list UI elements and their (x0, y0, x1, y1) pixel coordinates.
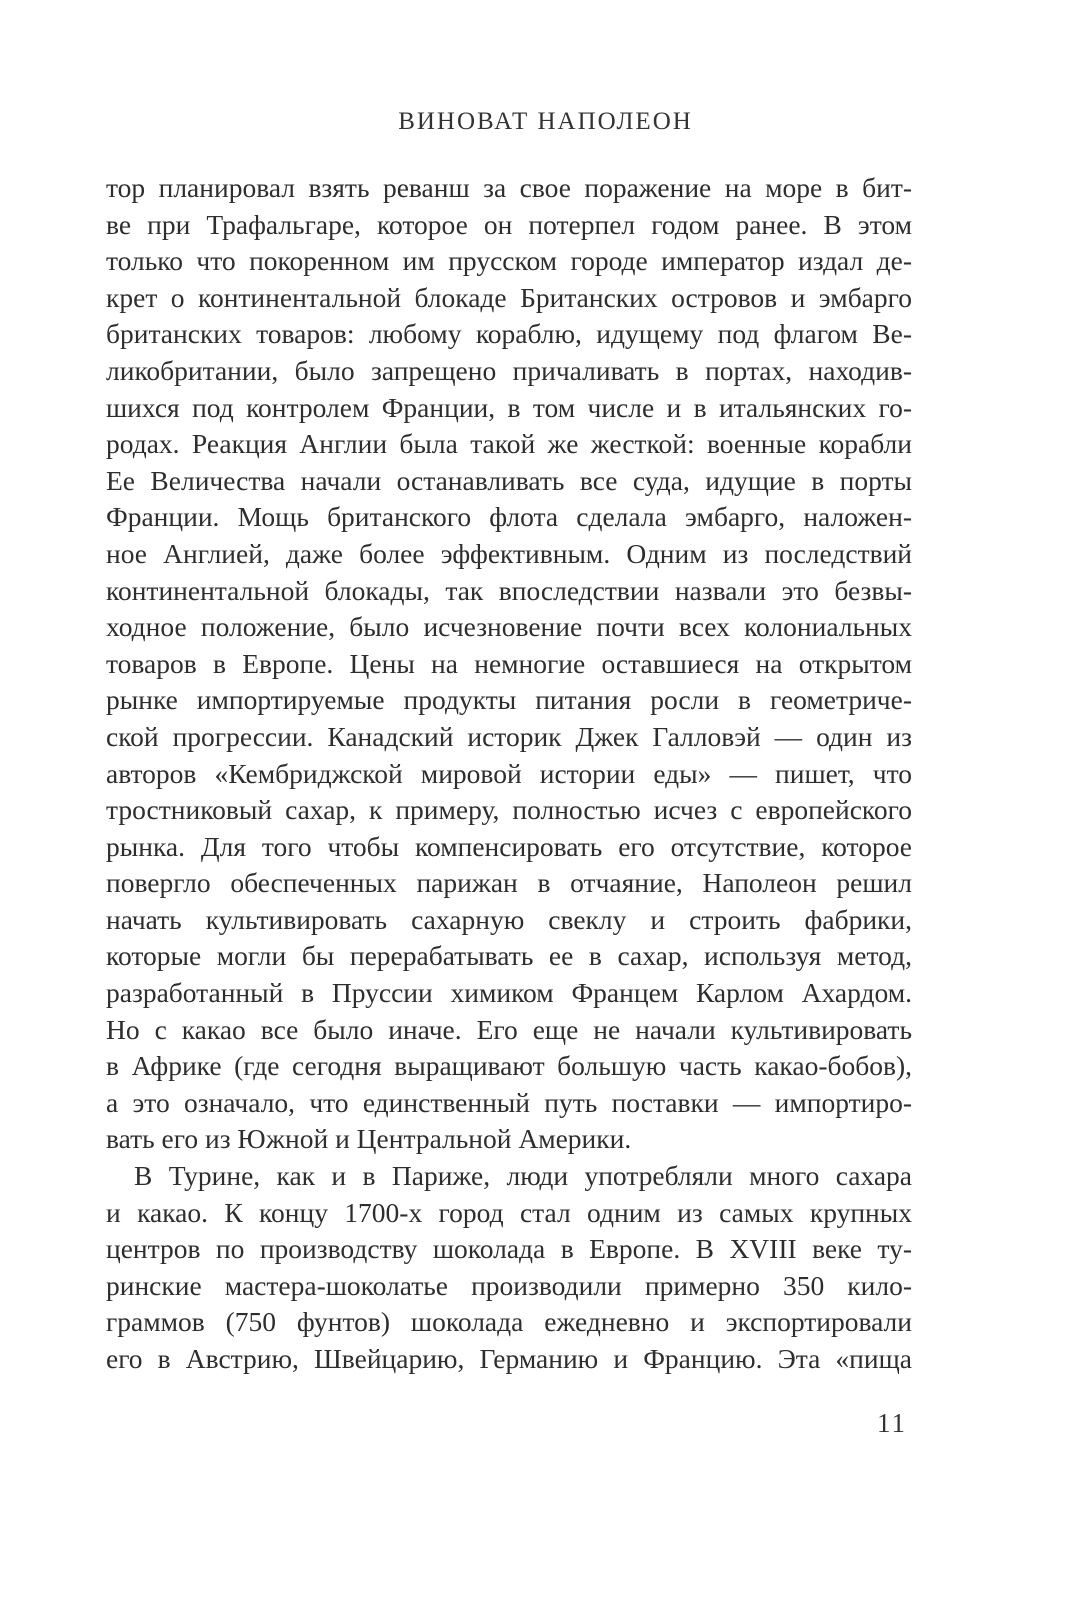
text-line: а это означало, что единственный путь поставки — импортиро- (106, 1086, 912, 1118)
text-line: его в Австрию, Швейцарию, Германию и Францию. Эта «пища (106, 1343, 912, 1374)
text-line: В Турине, как и в Париже, люди употребляли много сахара (134, 1160, 912, 1192)
text-line: повергло обеспеченных парижан в отчаяние, Наполеон решил (106, 867, 912, 899)
text-line: ринские мастера-шоколатье производили примерно 350 кило- (106, 1269, 912, 1301)
text-line: Франции. Мощь британского флота сделала эмбарго, наложен- (106, 501, 912, 533)
text-line: и какао. К концу 1700-х город стал одним из самых крупных (106, 1196, 912, 1228)
text-line: ходное положение, было исчезновение почти всех колониальных (106, 611, 912, 643)
text-line: рынка. Для того чтобы компенсировать его отсутствие, которое (106, 830, 912, 862)
text-line: ликобритании, было запрещено причаливать в портах, находив- (106, 354, 912, 386)
text-line: в Африке (где сегодня выращивают большую часть какао-бобов), (106, 1050, 912, 1082)
text-line: ве при Трафальгаре, которое он потерпел годом ранее. В этом (106, 208, 912, 240)
text-line: Ее Величества начали останавливать все суда, идущие в порты (106, 464, 912, 496)
text-line: которые могли бы перерабатывать ее в сахар, используя метод, (106, 940, 912, 972)
text-line: ской прогрессии. Канадский историк Джек Галловэй — один из (106, 720, 912, 752)
text-line: товаров в Европе. Цены на немногие оставшиеся на открытом (106, 647, 912, 679)
text-line: Но с какао все было иначе. Его еще не начали культивировать (106, 1013, 912, 1045)
text-line: родах. Реакция Англии была такой же жесткой: военные корабли (106, 428, 912, 460)
paragraph-2 (106, 1158, 912, 1378)
text-line: разработанный в Пруссии химиком Францем Карлом Ахардом. (106, 977, 912, 1009)
text-line: начать культивировать сахарную свеклу и строить фабрики, (106, 903, 912, 935)
running-head: ВИНОВАТ НАПОЛЕОН (398, 108, 693, 135)
text-line: крет о континентальной блокаде Британских островов и эмбарго (106, 281, 912, 313)
text-line: только что покоренном им прусском городе император издал де- (106, 245, 912, 277)
text-line: рынке импортируемые продукты питания росли в геометриче- (106, 684, 912, 716)
text-line: граммов (750 фунтов) шоколада ежедневно и экспортировали (106, 1306, 912, 1338)
text-line: шихся под контролем Франции, в том числе и в итальянских го- (106, 391, 912, 423)
text-line: тор планировал взять реванш за свое поражение на море в бит- (106, 172, 912, 203)
text-line: британских товаров: любому кораблю, идущему под флагом Ве- (106, 318, 912, 350)
text-line: континентальной блокады, так впоследствии назвали это безвы- (106, 574, 912, 606)
text-line: ное Англией, даже более эффективным. Одним из последствий (106, 537, 912, 569)
body-text (106, 170, 912, 1378)
text-line: центров по производству шоколада в Европе. В XVIII веке ту- (106, 1233, 912, 1265)
paragraph-1 (106, 170, 912, 1158)
page-number: 11 (877, 1408, 907, 1438)
text-line: вать его из Южной и Центральной Америки. (106, 1123, 632, 1155)
text-line: авторов «Кембриджской мировой истории еды» — пишет, что (106, 757, 912, 789)
text-line: тростниковый сахар, к примеру, полностью исчез с европейского (106, 794, 912, 826)
